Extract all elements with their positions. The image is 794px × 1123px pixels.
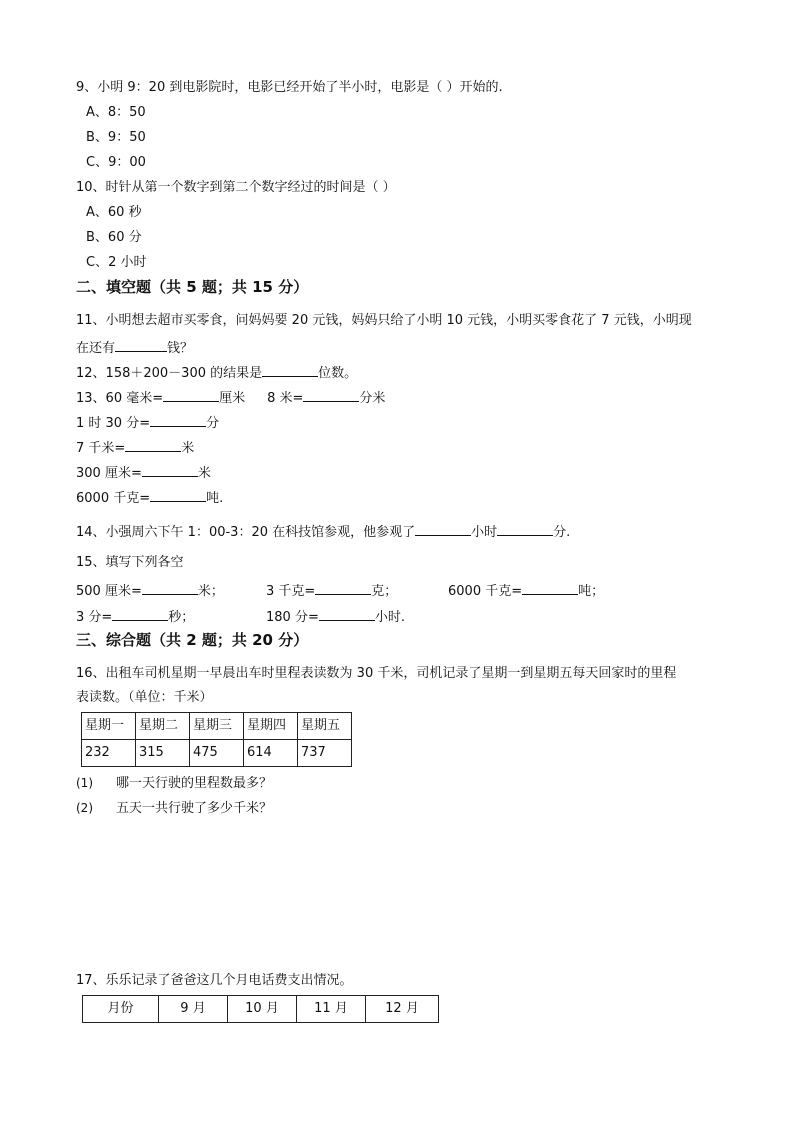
q15-r2-text-1: 秒； <box>168 610 195 625</box>
table-header-cell: 星期一 <box>82 713 136 740</box>
q13-r2-blank[interactable] <box>150 412 206 427</box>
q13-r1-text-d: 分米 <box>359 391 386 406</box>
q13-r4-text-b: 米 <box>197 466 211 481</box>
q12-text-a: 12、158＋200－300 的结果是 <box>76 366 263 381</box>
q16-line2: 表读数。（单位：千米） <box>76 690 213 705</box>
table-cell: 614 <box>244 740 298 767</box>
q12-blank[interactable] <box>262 362 318 377</box>
q15-r2-blank2[interactable] <box>319 606 375 621</box>
q13-row2 <box>76 412 219 433</box>
q14-text-c: 分. <box>553 525 571 540</box>
q13-row1 <box>76 387 385 408</box>
q13-r4-blank[interactable] <box>142 462 198 477</box>
table-cell: 737 <box>298 740 352 767</box>
q11-text-a: 在还有 <box>76 341 116 356</box>
section-3-title: 三、综合题（共 2 题；共 20 分） <box>76 631 309 649</box>
table-row <box>83 996 439 1023</box>
table-row <box>82 713 352 740</box>
q15-r1-text-0: 500 厘米= <box>76 584 142 599</box>
q10-option-b: B、60 分 <box>86 230 142 245</box>
q13-row5 <box>76 487 223 508</box>
q15-r1-text-4: 6000 千克= <box>448 584 523 599</box>
q15-r1-blank1[interactable] <box>142 580 198 595</box>
q13-r1-text-a: 13、60 毫米= <box>76 391 164 406</box>
q16-sub1-text: 哪一天行驶的里程数最多？ <box>116 776 273 791</box>
q13-r3-blank[interactable] <box>125 437 181 452</box>
q12 <box>76 362 357 383</box>
q13-r3-text-a: 7 千米= <box>76 441 126 456</box>
q10-option-c: C、2 小时 <box>86 255 147 270</box>
q13-r1-text-b: 厘米 <box>219 391 246 406</box>
q15-row1-b <box>266 580 397 601</box>
q15-r2-blank1[interactable] <box>112 606 168 621</box>
table-cell: 315 <box>136 740 190 767</box>
q15-r2-text-0: 3 分= <box>76 610 113 625</box>
q13-r4-text-a: 300 厘米= <box>76 466 142 481</box>
q11-text-b: 钱？ <box>167 341 194 356</box>
table-header-cell: 10 月 <box>228 996 297 1023</box>
q15-r1-text-5: 吨； <box>578 584 605 599</box>
q16-mileage-table <box>81 712 352 767</box>
q15-row2-b <box>266 606 405 627</box>
q13-r1-blank2[interactable] <box>303 387 359 402</box>
table-header-cell: 12 月 <box>366 996 439 1023</box>
q9-option-c: C、9：00 <box>86 155 146 170</box>
q16-sub2 <box>76 799 272 818</box>
q16-sub1 <box>76 774 272 793</box>
q13-r3-text-b: 米 <box>181 441 195 456</box>
table-header-cell: 9 月 <box>159 996 228 1023</box>
q15-r2-text-3: 小时. <box>374 610 405 625</box>
q15-r1-text-3: 克； <box>371 584 398 599</box>
q14-text-a: 14、小强周六下午 1：00-3：20 在科技馆参观，他参观了 <box>76 525 416 540</box>
table-cell: 475 <box>190 740 244 767</box>
table-row <box>82 740 352 767</box>
q15-r1-blank3[interactable] <box>522 580 578 595</box>
q15-r2-text-2: 180 分= <box>266 610 319 625</box>
q13-row3 <box>76 437 194 458</box>
q11-line2 <box>76 337 193 358</box>
table-header-cell: 星期四 <box>244 713 298 740</box>
q16-sub1-number: (1) <box>76 776 93 790</box>
q17-stem: 17、乐乐记录了爸爸这几个月电话费支出情况。 <box>76 973 353 988</box>
q14-blank1[interactable] <box>415 521 471 536</box>
q15-r1-blank2[interactable] <box>315 580 371 595</box>
q13-r5-text-a: 6000 千克= <box>76 491 151 506</box>
q15-row1-a <box>76 580 224 601</box>
table-header-cell: 月份 <box>83 996 159 1023</box>
q15-row2-a <box>76 606 194 627</box>
q13-r2-text-a: 1 时 30 分= <box>76 416 151 431</box>
q9-option-a: A、8：50 <box>86 105 146 120</box>
q9-option-b: B、9：50 <box>86 130 146 145</box>
q15-row1-c <box>448 580 604 601</box>
q15-r1-text-2: 3 千克= <box>266 584 316 599</box>
q10-stem: 10、时针从第一个数字到第二个数字经过的时间是（ ） <box>76 180 396 195</box>
q14-blank2[interactable] <box>497 521 553 536</box>
q13-r1-text-c: 8 米= <box>267 391 304 406</box>
table-header-cell: 星期五 <box>298 713 352 740</box>
q10-option-a: A、60 秒 <box>86 205 142 220</box>
q12-text-b: 位数。 <box>318 366 358 381</box>
table-header-cell: 11 月 <box>297 996 366 1023</box>
q16-line1: 16、出租车司机星期一早晨出车时里程表读数为 30 千米，司机记录了星期一到星期五每天回家时的里程 <box>76 666 677 681</box>
q11-line1: 11、小明想去超市买零食，问妈妈要 20 元钱，妈妈只给了小明 10 元钱，小明买零食花了 7 元钱，小明现 <box>76 313 692 328</box>
q11-blank[interactable] <box>115 337 167 352</box>
q13-r1-blank1[interactable] <box>163 387 219 402</box>
q13-r5-text-b: 吨. <box>206 491 224 506</box>
section-2-title: 二、填空题（共 5 题；共 15 分） <box>76 278 309 296</box>
q16-sub2-text: 五天一共行驶了多少千米？ <box>116 801 273 816</box>
q14 <box>76 521 570 542</box>
q13-r5-blank[interactable] <box>150 487 206 502</box>
q14-text-b: 小时 <box>471 525 498 540</box>
q9-stem: 9、小明 9：20 到电影院时，电影已经开始了半小时，电影是（ ）开始的. <box>76 80 503 95</box>
q17-phone-bill-table <box>82 995 439 1023</box>
table-header-cell: 星期二 <box>136 713 190 740</box>
table-cell: 232 <box>82 740 136 767</box>
q15-stem: 15、填写下列各空 <box>76 555 184 570</box>
table-header-cell: 星期三 <box>190 713 244 740</box>
q15-r1-text-1: 米； <box>197 584 224 599</box>
q16-sub2-number: (2) <box>76 801 93 815</box>
q13-row4 <box>76 462 211 483</box>
q13-r2-text-b: 分 <box>206 416 220 431</box>
